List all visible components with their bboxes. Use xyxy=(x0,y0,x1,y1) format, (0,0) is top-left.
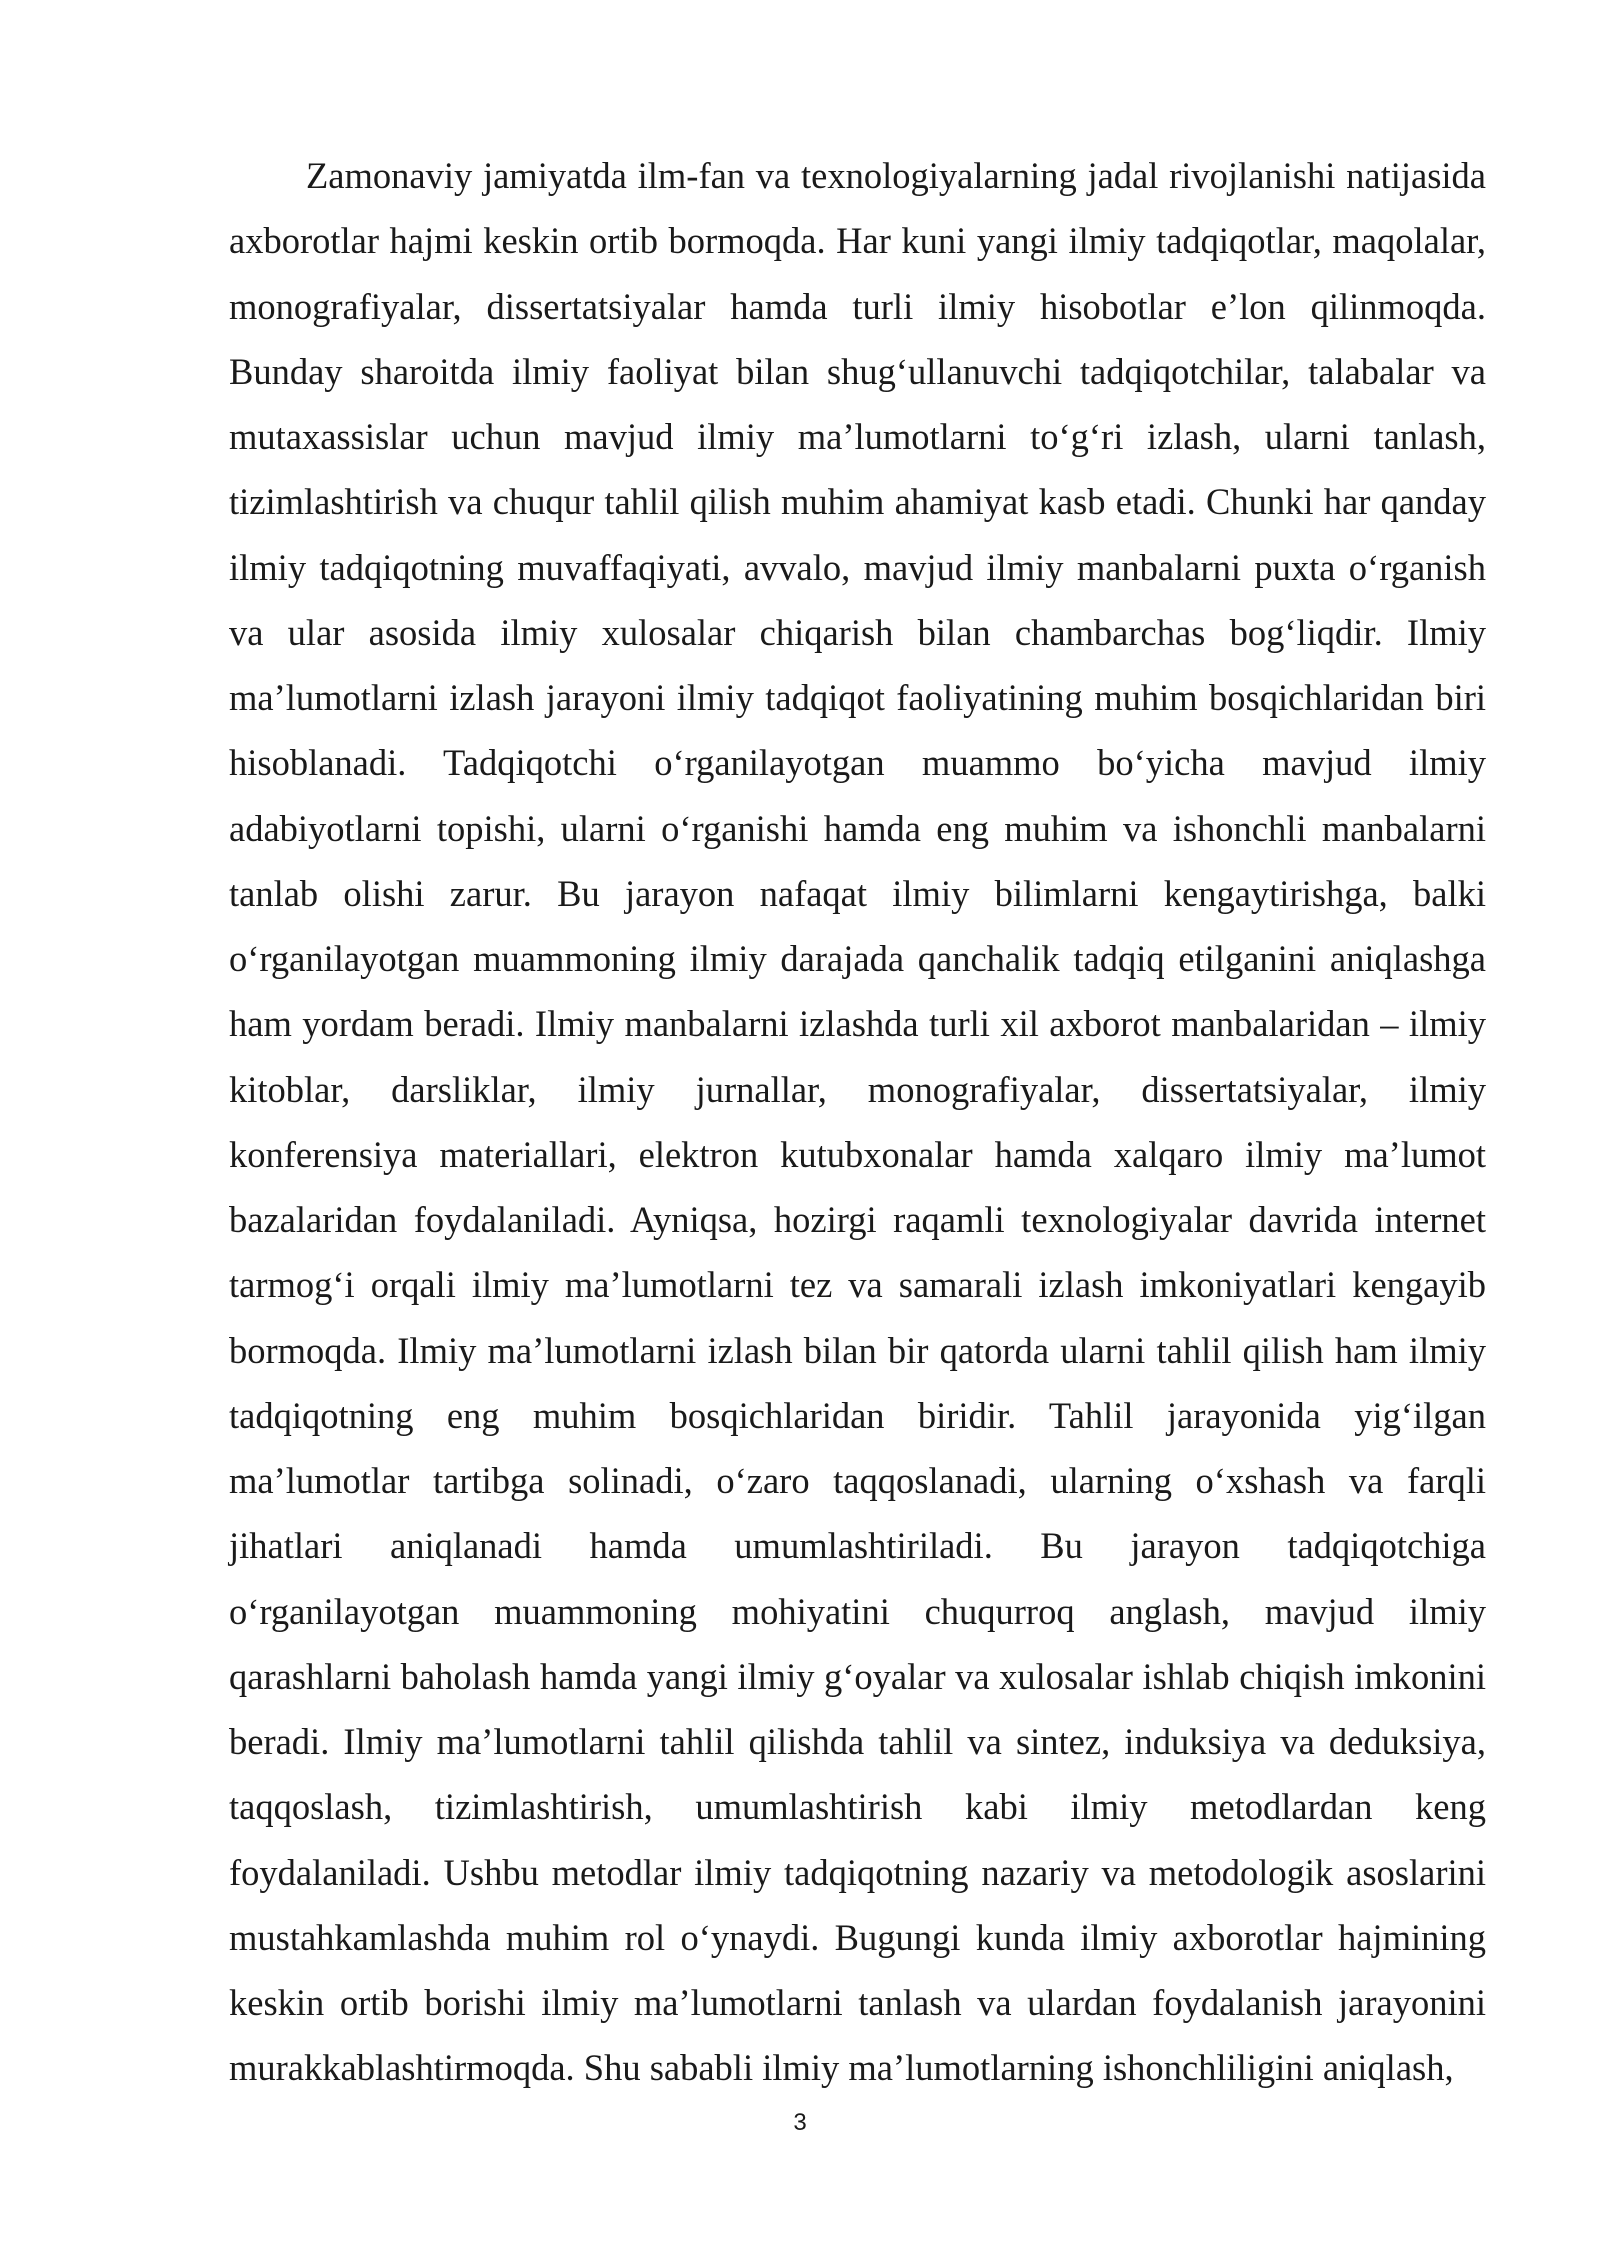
page-number: 3 xyxy=(793,2109,807,2136)
body-paragraph: Zamonaviy jamiyatda ilm-fan va texnologiyalarning jadal rivojlanishi natijasida axborotlar hajmi keskin ortib bormoqda. Har kuni yangi ilmiy tadqiqotlar, maqolalar, monografiyalar, dissertatsiyalar hamda turli ilmiy hisobotlar e’lon qilinmoqda. Bunday sharoitda ilmiy faoliyat bilan shug‘ullanuvchi tadqiqotchilar, talabalar va mutaxassislar uchun mavjud ilmiy ma’lumotlarni to‘g‘ri izlash, ularni tanlash, tizimlashtirish va chuqur tahlil qilish muhim ahamiyat kasb etadi. Chunki har qanday ilmiy tadqiqotning muvaffaqiyati, avvalo, mavjud ilmiy manbalarni puxta o‘rganish va ular asosida ilmiy xulosalar chiqarish bilan chambarchas bog‘liqdir. Ilmiy ma’lumotlarni izlash jarayoni ilmiy tadqiqot faoliyatining muhim bosqichlaridan biri hisoblanadi. Tadqiqotchi o‘rganilayotgan muammo bo‘yicha mavjud ilmiy adabiyotlarni topishi, ularni o‘rganishi hamda eng muhim va ishonchli manbalarni tanlab olishi zarur. Bu jarayon nafaqat ilmiy bilimlarni kengaytirishga, balki o‘rganilayotgan muammoning ilmiy darajada qanchalik tadqiq etilganini aniqlashga ham yordam beradi. Ilmiy manbalarni izlashda turli xil axborot manbalaridan – ilmiy kitoblar, darsliklar, ilmiy jurnallar, monografiyalar, dissertatsiyalar, ilmiy konferensiya materiallari, elektron kutubxonalar hamda xalqaro ilmiy ma’lumot bazalaridan foydalaniladi. Ayniqsa, hozirgi raqamli texnologiyalar davrida internet tarmog‘i orqali ilmiy ma’lumotlarni tez va samarali izlash imkoniyatlari kengayib bormoqda. Ilmiy ma’lumotlarni izlash bilan bir qatorda ularni tahlil qilish ham ilmiy tadqiqotning eng muhim bosqichlaridan biridir. Tahlil jarayonida yig‘ilgan ma’lumotlar tartibga solinadi, o‘zaro taqqoslanadi, ularning o‘xshash va farqli jihatlari aniqlanadi hamda umumlashtiriladi. Bu jarayon tadqiqotchiga o‘rganilayotgan muammoning mohiyatini chuqurroq anglash, mavjud ilmiy qarashlarni baholash hamda yangi ilmiy g‘oyalar va xulosalar ishlab chiqish imkonini beradi. Ilmiy ma’lumotlarni tahlil qilishda tahlil va sintez, induksiya va deduksiya, taqqoslash, tizimlashtirish, umumlashtirish kabi ilmiy metodlardan keng foydalaniladi. Ushbu metodlar ilmiy tadqiqotning nazariy va metodologik asoslarini mustahkamlashda muhim rol o‘ynaydi. Bugungi kunda ilmiy axborotlar hajmining keskin ortib borishi ilmiy ma’lumotlarni tanlash va ulardan foydalanish jarayonini murakkablashtirmoqda. Shu sababli ilmiy ma’lumotlarning ishonchliligini aniqlash, xyxy=(229,155,1486,2089)
